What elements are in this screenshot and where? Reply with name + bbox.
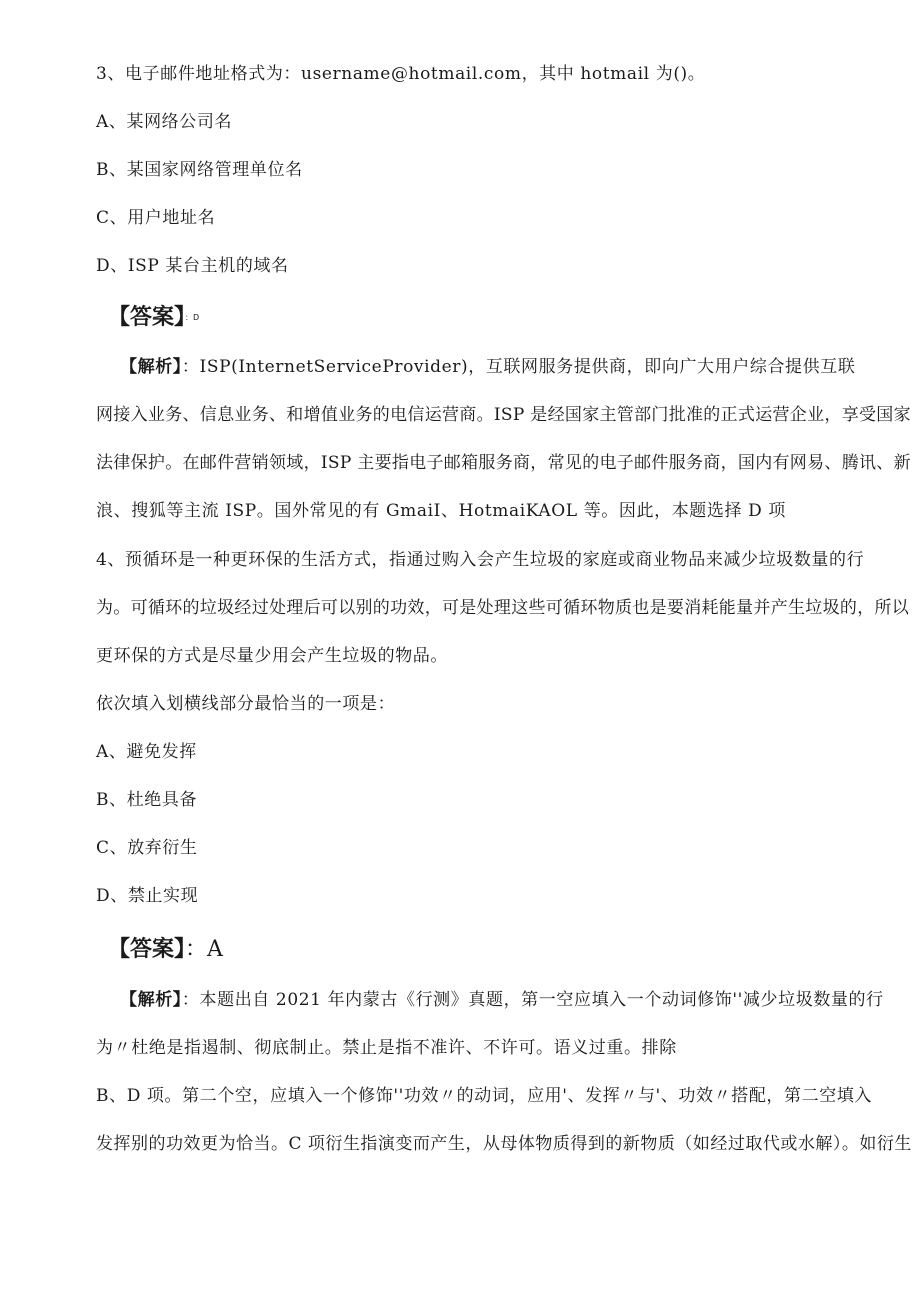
answer-value: ：D [185,313,200,322]
question-4-option-a: A、避免发挥 [96,742,197,762]
question-3-option-c: C、用户地址名 [96,208,216,228]
question-4-analysis-line-2: 为〃杜绝是指遏制、彻底制止。禁止是指不准许、不许可。语义过重。排除 [96,1038,677,1058]
question-4-analysis-line-3: B、D 项。第二个空，应填入一个修饰''功效〃的动词，应用'、发挥〃与'、功效〃搭配，第二空填入 [96,1086,873,1106]
question-3-option-d: D、ISP 某台主机的域名 [96,256,289,276]
question-3-analysis-line-3: 法律保护。在邮件营销领域，ISP 主要指电子邮箱服务商，常见的电子邮件服务商，国内有网易、腾讯、新 [96,453,911,473]
answer-value: ：A [185,937,223,962]
question-4-stem-line-3: 更环保的方式是尽量少用会产生垃圾的物品。 [96,646,448,666]
question-3-analysis-line-1 [120,355,855,379]
question-4-instruction: 依次填入划横线部分最恰当的一项是： [96,694,396,714]
question-4-stem-line-2: 为。可循环的垃圾经过处理后可以别的功效，可是处理这些可循环物质也是要消耗能量并产生垃圾的，所以 [96,598,910,618]
question-4-option-c: C、放弃衍生 [96,838,198,858]
question-3-option-b: B、某国家网络管理单位名 [96,160,303,180]
question-3-stem: 3、电子邮件地址格式为：username@hotmail.com，其中 hotmail 为()。 [96,64,706,84]
answer-label: 【答案】 [108,305,186,330]
analysis-text: ：ISP(InternetServiceProvider)，互联网服务提供商，即向广大用户综合提供互联 [181,357,856,377]
question-4-analysis-line-4: 发挥别的功效更为恰当。C 项衍生指演变而产生，从母体物质得到的新物质（如经过取代或水解）。如衍生 [96,1134,912,1154]
analysis-label: 【解析】 [120,357,182,377]
question-3-option-a: A、某网络公司名 [96,112,233,132]
analysis-label: 【解析】 [120,990,182,1010]
question-4-answer [108,936,223,964]
answer-label: 【答案】 [108,937,186,962]
question-3-analysis-line-2: 网接入业务、信息业务、和增值业务的电信运营商。ISP 是经国家主管部门批准的正式运营企业，享受国家 [96,405,911,425]
question-3-analysis-line-4: 浪、搜狐等主流 ISP。国外常见的有 GmaiI、HotmaiKAOL 等。因此，本题选择 D 项 [96,501,786,521]
question-4-stem-line-1: 4、预循环是一种更环保的生活方式，指通过购入会产生垃圾的家庭或商业物品来减少垃圾数量的行 [96,550,865,570]
question-4-analysis-line-1 [120,988,884,1012]
question-4-option-d: D、禁止实现 [96,886,199,906]
analysis-text: ：本题出自 2021 年内蒙古《行测》真题，第一空应填入一个动词修饰''减少垃圾数量的行 [181,990,884,1010]
question-4-option-b: B、杜绝具备 [96,790,198,810]
question-3-answer [108,304,199,332]
